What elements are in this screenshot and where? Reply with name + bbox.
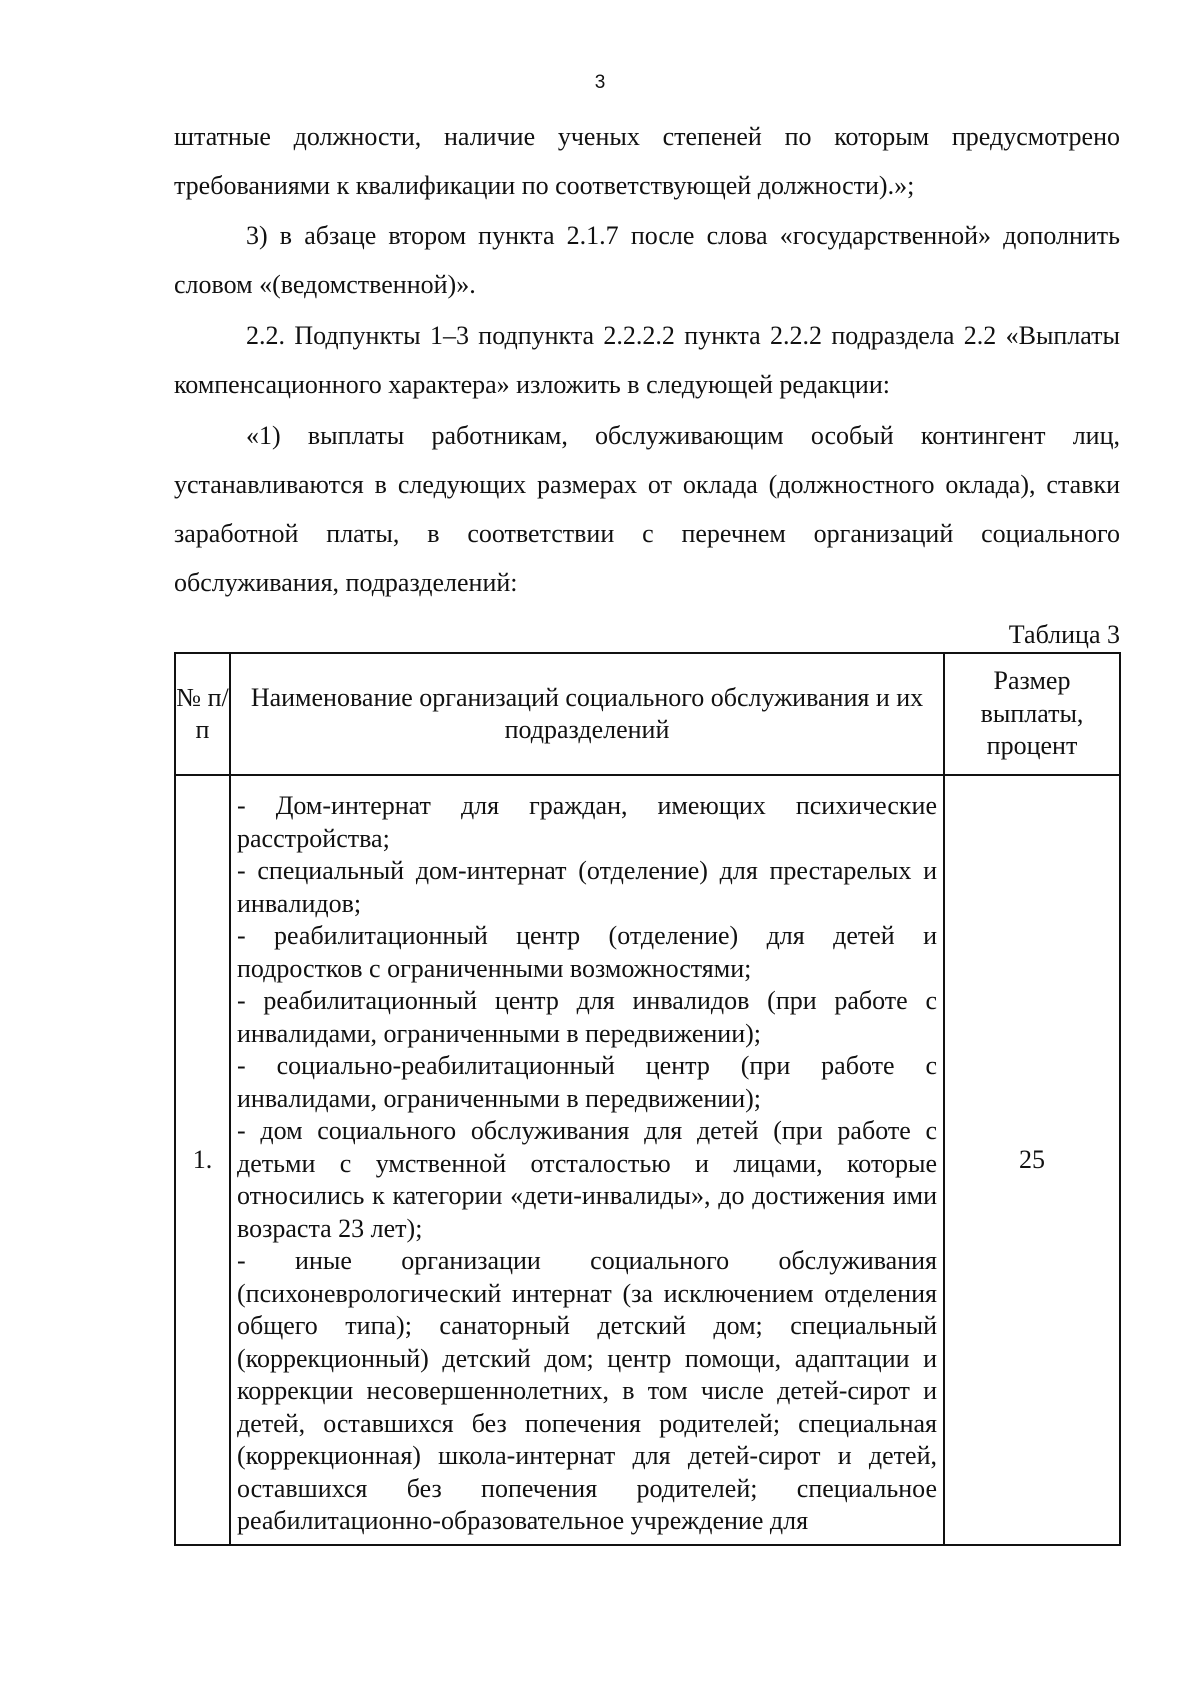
paragraph-continuation	[174, 112, 1120, 210]
header-number: № п/п	[175, 653, 230, 775]
payment-size-value: 25	[944, 775, 1120, 1545]
list-item: - социально-реабилитационный центр (при работе с инвалидами, ограниченными в передвижении);	[237, 1051, 937, 1113]
table-header-row	[175, 653, 1120, 775]
paragraph-3: 2.2. Подпункты 1–3 подпункта 2.2.2.2 пункта 2.2.2 подраздела 2.2 «Выплаты компенсационного характера» изложить в следующей редакции:	[174, 321, 1120, 399]
header-organization-name: Наименование организаций социального обслуживания и их подразделений	[230, 653, 944, 775]
header-payment-size: Размер выплаты, процент	[944, 653, 1120, 775]
list-item: - дом социального обслуживания для детей (при работе с детьми с умственной отсталостью и лицами, которые относились к категории «дети-инвалиды», до достижения ими возраста 23 лет);	[237, 1116, 937, 1243]
paragraph-4: «1) выплаты работникам, обслуживающим особый контингент лиц, устанавливаются в следующих размерах от оклада (должностного оклада), ставки заработной платы, в соответствии с перечнем организаций социального обслуживания, подразделений:	[174, 421, 1120, 597]
paragraph-2: 3) в абзаце втором пункта 2.1.7 после слова «государственной» дополнить словом «(ведомственной)».	[174, 221, 1120, 299]
list-item: - иные организации социального обслуживания (психоневрологический интернат (за исключением отделения общего типа); санаторный детский дом; специальный (коррекционный) детский дом; центр помощи, адаптации и коррекции несовершеннолетних, в том числе детей-сирот и детей, оставшихся без попечения родителей; специальная (коррекционная) школа-интернат для детей-сирот и детей, оставшихся без попечения родителей; специальное реабилитационно-образовательное учреждение для	[237, 1246, 937, 1535]
page-number: 3	[594, 72, 606, 93]
table-row	[175, 775, 1120, 1545]
paragraph-quote-1	[174, 411, 1120, 607]
list-item: - специальный дом-интернат (отделение) для престарелых и инвалидов;	[237, 856, 937, 918]
paragraph-1: штатные должности, наличие ученых степеней по которым предусмотрено требованиями к квалификации по соответствующей должности).»;	[174, 122, 1120, 200]
paragraph-2-2	[174, 311, 1120, 409]
list-item: - реабилитационный центр для инвалидов (при работе с инвалидами, ограниченными в передвижении);	[237, 986, 937, 1048]
paragraph-item-3	[174, 211, 1120, 309]
organization-list	[230, 775, 944, 1545]
list-item: - Дом-интернат для граждан, имеющих психические расстройства;	[237, 791, 937, 853]
row-number: 1.	[175, 775, 230, 1545]
table-caption: Таблица 3	[1008, 620, 1120, 649]
list-item: - реабилитационный центр (отделение) для детей и подростков с ограниченными возможностями;	[237, 921, 937, 983]
payments-table	[174, 652, 1121, 1546]
